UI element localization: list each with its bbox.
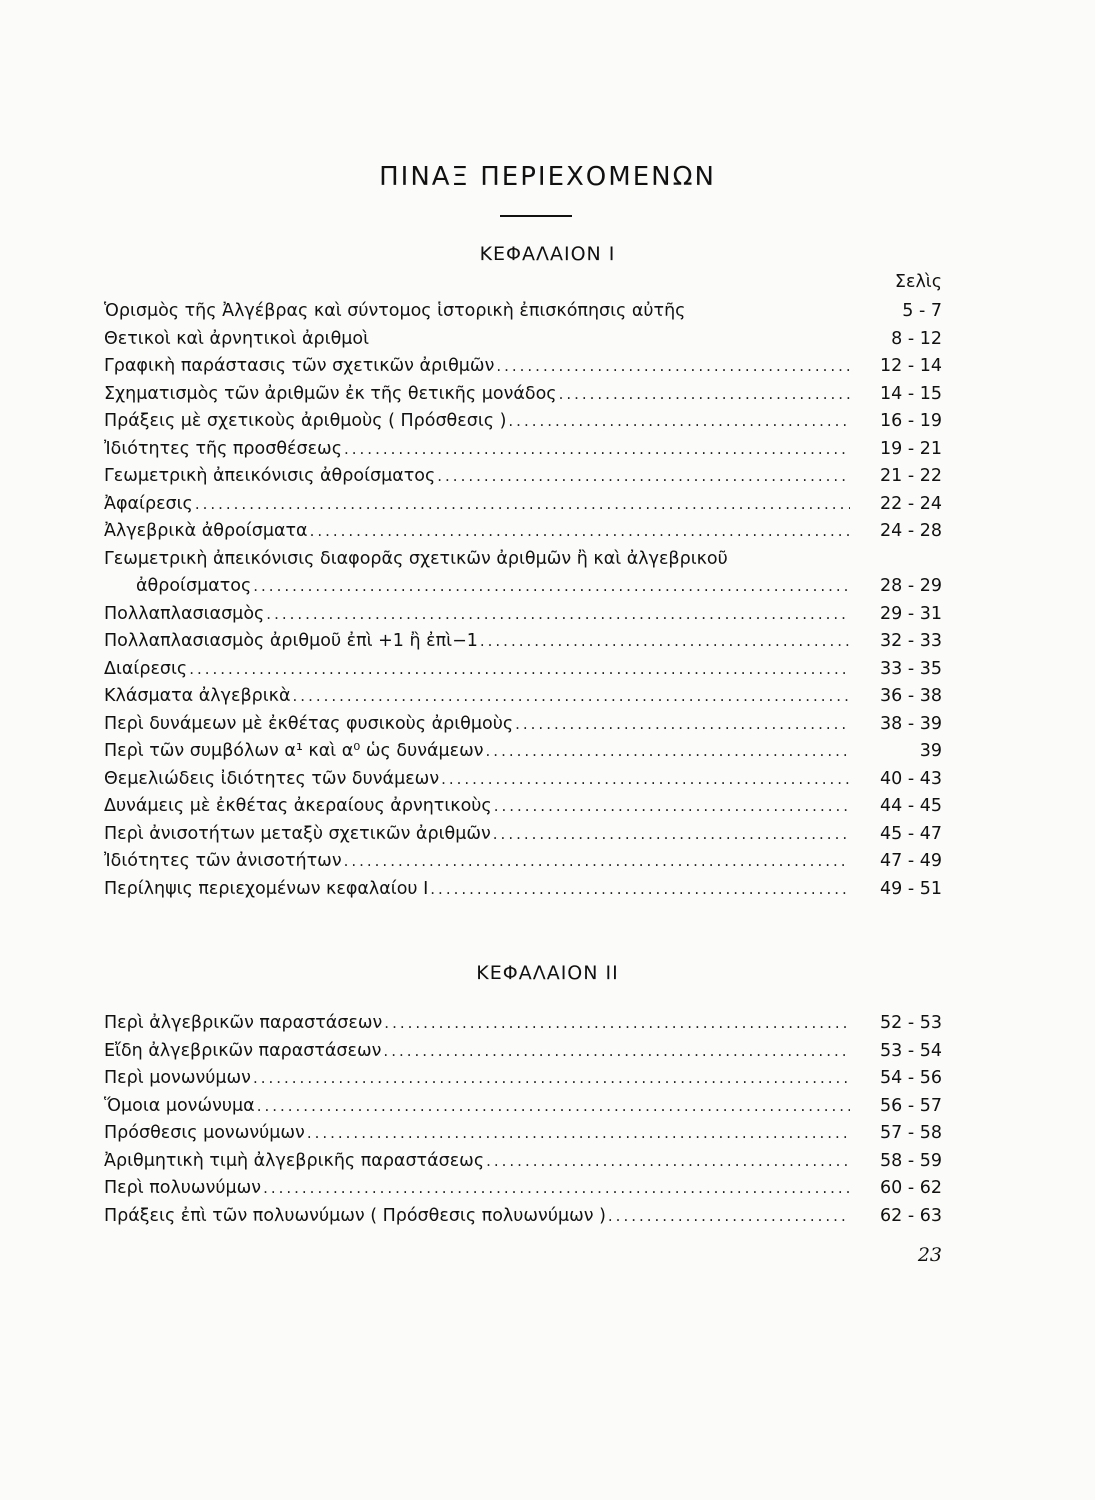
toc-entry [104, 1175, 942, 1203]
toc-entry [104, 601, 942, 629]
dot-leader [310, 518, 850, 546]
entry-title: Περὶ μονωνύμων [104, 1068, 251, 1088]
entry-pages: 49 - 51 [880, 878, 942, 899]
entry-title: Ὅμοια μονώνυμα [104, 1095, 255, 1116]
entry-title: Περὶ τῶν συμβόλων α¹ καὶ α⁰ ὡς δυνάμεων [104, 741, 484, 761]
toc-entry [104, 1093, 942, 1121]
toc-entry [104, 326, 942, 354]
entry-pages: 57 - 58 [880, 1123, 942, 1143]
entry-pages: 19 - 21 [880, 438, 942, 459]
toc-entry [104, 463, 942, 491]
entry-title: Σχηματισμὸς τῶν ἀριθμῶν ἐκ τῆς θετικῆς μονάδος [104, 383, 557, 404]
dot-leader [263, 1175, 850, 1203]
toc-entry [104, 711, 942, 739]
entry-title: Γραφικὴ παράστασις τῶν σχετικῶν ἀριθμῶν [104, 356, 495, 376]
entry-pages: 47 - 49 [880, 851, 942, 871]
dot-leader [608, 1203, 850, 1231]
dot-leader [480, 628, 850, 656]
dot-leader [515, 711, 850, 739]
toc-entry [104, 491, 942, 519]
entry-pages: 33 - 35 [880, 658, 942, 679]
entry-pages: 36 - 38 [880, 686, 942, 706]
entry-title: Περὶ ἀνισοτήτων μεταξὺ σχετικῶν ἀριθμῶν [104, 823, 491, 844]
entry-title: Περίληψις περιεχομένων κεφαλαίου Ι [104, 878, 429, 899]
entry-title: Πολλαπλασιασμὸς ἀριθμοῦ ἐπὶ +1 ἢ ἐπὶ−1 [104, 631, 478, 651]
toc-entry [104, 821, 942, 849]
dot-leader [344, 848, 850, 876]
toc-entry [104, 738, 942, 766]
dot-leader [384, 1010, 850, 1038]
entry-pages: 56 - 57 [880, 1095, 942, 1116]
title-underline [500, 215, 572, 217]
entry-title: Εἴδη ἀλγεβρικῶν παραστάσεων [104, 1040, 382, 1061]
entry-title: Διαίρεσις [104, 658, 188, 679]
entry-pages: 32 - 33 [880, 631, 942, 651]
page-number: 23 [917, 1244, 942, 1266]
toc-entry [104, 876, 942, 904]
dot-leader [189, 656, 850, 684]
entry-title: Ἀφαίρεσις [104, 493, 193, 514]
entry-pages: 58 - 59 [880, 1150, 942, 1171]
toc-entry [104, 793, 942, 821]
entry-title: Περὶ πολυωνύμων [104, 1178, 262, 1198]
chapter-2-heading: ΚΕΦΑΛΑΙΟΝ ΙΙ [476, 962, 619, 984]
toc-entry [104, 1120, 942, 1148]
dot-leader [195, 491, 850, 519]
toc-entry [104, 656, 942, 684]
dot-leader [253, 573, 850, 601]
entry-title: Ἀριθμητικὴ τιμὴ ἀλγεβρικῆς παραστάσεως [104, 1150, 485, 1171]
entry-pages: 62 - 63 [880, 1205, 942, 1226]
dot-leader [437, 463, 850, 491]
entry-pages: 40 - 43 [880, 768, 942, 789]
entry-title: Περὶ δυνάμεων μὲ ἐκθέτας φυσικοὺς ἀριθμοὺς [104, 713, 514, 734]
dot-leader [494, 793, 850, 821]
entry-pages: 54 - 56 [880, 1068, 942, 1088]
entry-title: ἀθροίσματος [136, 576, 252, 596]
page-column-label: Σελὶς [894, 272, 942, 292]
dot-leader [559, 381, 850, 409]
dot-leader [344, 436, 850, 464]
entry-pages: 21 - 22 [880, 466, 942, 486]
entry-pages: 39 [919, 741, 942, 761]
entry-title: Ἰδιότητες τῶν ἀνισοτήτων [104, 851, 342, 871]
entry-pages: 45 - 47 [880, 823, 942, 844]
entry-title: Πρόσθεσις μονωνύμων [104, 1123, 305, 1143]
entry-title: Κλάσματα ἀλγεβρικὰ [104, 686, 291, 706]
dot-leader [486, 1148, 850, 1176]
dot-leader [430, 876, 850, 904]
dot-leader [496, 353, 850, 381]
entry-pages: 12 - 14 [880, 356, 942, 376]
entry-title: Γεωμετρικὴ ἀπεικόνισις διαφορᾶς σχετικῶν ἀριθμῶν ἢ καὶ ἀλγεβρικοῦ [104, 548, 728, 569]
entry-title: Πολλαπλασιασμὸς [104, 603, 265, 624]
entry-title: Γεωμετρικὴ ἀπεικόνισις ἀθροίσματος [104, 466, 436, 486]
toc-chapter-2 [104, 1010, 942, 1230]
entry-pages: 28 - 29 [880, 576, 942, 596]
toc-entry [104, 766, 942, 794]
toc-entry [104, 573, 942, 601]
dot-leader [383, 1038, 850, 1066]
entry-pages: 16 - 19 [880, 411, 942, 431]
entry-title: Περὶ ἀλγεβρικῶν παραστάσεων [104, 1013, 383, 1033]
dot-leader [293, 683, 850, 711]
toc-entry [104, 1203, 942, 1231]
entry-pages: 14 - 15 [880, 383, 942, 404]
dot-leader [508, 408, 850, 436]
entry-pages: 53 - 54 [880, 1040, 942, 1061]
toc-chapter-1 [104, 298, 942, 903]
entry-pages: 8 - 12 [891, 328, 942, 349]
toc-entry [104, 381, 942, 409]
entry-pages: 29 - 31 [880, 603, 942, 624]
entry-pages: 38 - 39 [880, 713, 942, 734]
dot-leader [307, 1120, 850, 1148]
toc-entry [104, 848, 942, 876]
toc-entry [104, 1038, 942, 1066]
toc-entry [104, 353, 942, 381]
dot-leader [486, 738, 850, 766]
entry-pages: 60 - 62 [880, 1178, 942, 1198]
entry-pages: 24 - 28 [880, 521, 942, 541]
toc-entry [104, 298, 942, 326]
toc-entry [104, 628, 942, 656]
toc-entry [104, 1148, 942, 1176]
entry-title: Ὁρισμὸς τῆς Ἀλγέβρας καὶ σύντομος ἱστορικὴ ἐπισκόπησις αὐτῆς [104, 301, 686, 321]
toc-entry [104, 518, 942, 546]
dot-leader [257, 1093, 850, 1121]
toc-entry [104, 1065, 942, 1093]
toc-entry [104, 1010, 942, 1038]
toc-entry [104, 436, 942, 464]
dot-leader [493, 821, 850, 849]
entry-title: Θετικοὶ καὶ ἀρνητικοὶ ἀριθμοὶ [104, 328, 370, 349]
entry-title: Δυνάμεις μὲ ἐκθέτας ἀκεραίους ἀρνητικοὺς [104, 796, 492, 816]
entry-pages: 22 - 24 [880, 493, 942, 514]
toc-entry [104, 546, 942, 574]
page-title: ΠΙΝΑΞ ΠΕΡΙΕΧΟΜΕΝΩΝ [379, 162, 716, 192]
entry-title: Ἰδιότητες τῆς προσθέσεως [104, 438, 342, 459]
toc-entry [104, 683, 942, 711]
entry-title: Πράξεις μὲ σχετικοὺς ἀριθμοὺς ( Πρόσθεσις ) [104, 411, 507, 431]
entry-pages: 5 - 7 [902, 301, 942, 321]
toc-entry [104, 408, 942, 436]
dot-leader [441, 766, 850, 794]
entry-title: Θεμελιώδεις ἰδιότητες τῶν δυνάμεων [104, 768, 440, 789]
entry-pages: 52 - 53 [880, 1013, 942, 1033]
entry-pages: 44 - 45 [880, 796, 942, 816]
entry-title: Πράξεις ἐπὶ τῶν πολυωνύμων ( Πρόσθεσις πολυωνύμων ) [104, 1205, 606, 1226]
chapter-1-heading: ΚΕΦΑΛΑΙΟΝ Ι [479, 243, 616, 265]
dot-leader [253, 1065, 850, 1093]
dot-leader [266, 601, 850, 629]
entry-title: Ἀλγεβρικὰ ἀθροίσματα [104, 521, 308, 541]
